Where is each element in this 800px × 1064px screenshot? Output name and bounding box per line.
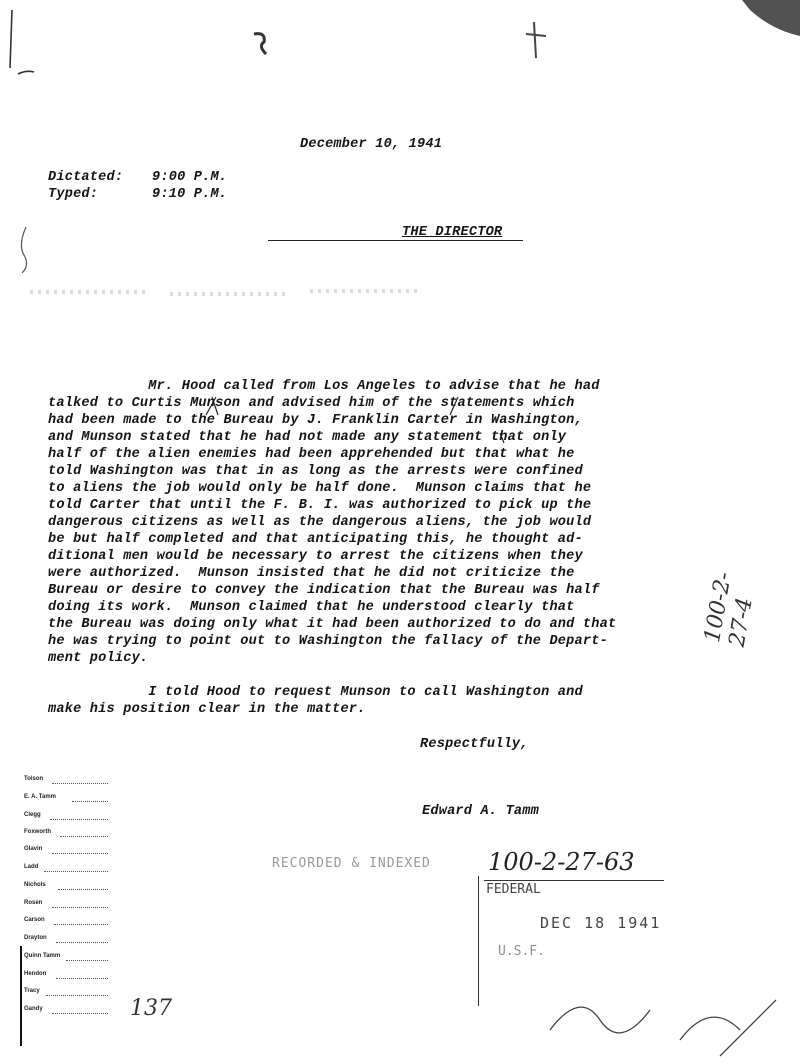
addressee: THE DIRECTOR	[402, 225, 503, 240]
routing-box-border	[20, 946, 22, 1046]
addressee-rule	[268, 240, 523, 241]
routing-item: Carson	[24, 917, 45, 923]
typed-label: Typed:	[48, 187, 99, 202]
letter-date: December 10, 1941	[300, 137, 443, 152]
routing-line	[52, 783, 108, 784]
scan-artifact-right	[520, 20, 550, 60]
routing-item: Drayton	[24, 935, 47, 941]
body-line: Mr. Hood called from Los Angeles to advise that he had	[48, 379, 600, 394]
faint-bleed-through	[30, 282, 420, 304]
scan-artifact-top	[250, 30, 272, 58]
routing-line	[60, 836, 108, 837]
body-line: and Munson stated that he had not made any statement that only	[48, 430, 567, 445]
salutation: Respectfully,	[420, 737, 529, 752]
body-line: were authorized. Munson insisted that he did not criticize the	[48, 566, 575, 581]
routing-line	[44, 871, 108, 872]
routing-line	[58, 889, 108, 890]
body-line: ment policy.	[48, 651, 149, 666]
routing-line	[56, 978, 108, 979]
body-line: doing its work. Munson claimed that he understood clearly that	[48, 600, 575, 615]
routing-item: Gandy	[24, 1006, 43, 1012]
body-line: ditional men would be necessary to arrest the citizens when they	[48, 549, 583, 564]
routing-line	[72, 801, 108, 802]
body-line: talked to Curtis Munson and advised him of the statements which	[48, 396, 575, 411]
routing-item: Nichols	[24, 882, 46, 888]
dictated-label: Dictated:	[48, 170, 124, 185]
routing-line	[54, 924, 108, 925]
routing-item: Rosen	[24, 900, 43, 906]
routing-line	[66, 960, 108, 961]
body-line: told Carter that until the F. B. I. was authorized to pick up the	[48, 498, 592, 513]
body-line: he was trying to point out to Washington the fallacy of the Depart-	[48, 634, 608, 649]
recorded-stamp: RECORDED & INDEXED	[272, 856, 431, 871]
routing-line	[52, 907, 108, 908]
body-line: be but half completed and that anticipating this, he thought ad-	[48, 532, 583, 547]
routing-item: Tracy	[24, 988, 40, 994]
routing-line	[50, 819, 108, 820]
routing-line	[46, 995, 108, 996]
body-line: half of the alien enemies had been apprehended but that what he	[48, 447, 575, 462]
left-hand-squiggle	[14, 225, 34, 275]
handwritten-check-marks	[200, 393, 520, 443]
signer-name: Edward A. Tamm	[422, 804, 540, 819]
corner-smudge	[742, 0, 800, 40]
routing-item: Ladd	[24, 864, 39, 870]
received-date-stamp: DEC 18 1941	[540, 914, 662, 932]
left-margin-mark	[6, 8, 36, 78]
routing-item: Hendon	[24, 971, 47, 977]
handwritten-side-note: 100-2-27-4	[700, 570, 758, 649]
federal-stamp: FEDERAL	[486, 882, 541, 897]
body-line: told Washington was that in as long as the arrests were confined	[48, 464, 583, 479]
handwritten-file-number: 100-2-27-63	[488, 848, 635, 876]
handwritten-margin-number: 137	[130, 996, 172, 1021]
body-line: I told Hood to request Munson to call Washington and	[48, 685, 583, 700]
body-line: dangerous citizens as well as the dangerous aliens, the job would	[48, 515, 592, 530]
typed-time: 9:10 P.M.	[152, 187, 228, 202]
routing-line	[52, 1013, 108, 1014]
routing-item: E. A. Tamm	[24, 794, 57, 800]
initials-stamp: U.S.F.	[498, 944, 545, 959]
routing-item: Glavin	[24, 846, 43, 852]
dictated-time: 9:00 P.M.	[152, 170, 228, 185]
body-line: Bureau or desire to convey the indication that the Bureau was half	[48, 583, 600, 598]
routing-item: Quinn Tamm	[24, 953, 61, 959]
routing-line	[52, 853, 108, 854]
routing-line	[56, 942, 108, 943]
routing-item: Tolson	[24, 776, 44, 782]
routing-item: Clegg	[24, 812, 41, 818]
body-line: make his position clear in the matter.	[48, 702, 366, 717]
body-line: to aliens the job would only be half done. Munson claims that he	[48, 481, 592, 496]
routing-item: Foxworth	[24, 829, 51, 835]
bottom-scribble	[540, 960, 780, 1060]
body-line: the Bureau was doing only what it had been authorized to do and that	[48, 617, 617, 632]
body-line: had been made to the Bureau by J. Franklin Carter in Washington,	[48, 413, 583, 428]
